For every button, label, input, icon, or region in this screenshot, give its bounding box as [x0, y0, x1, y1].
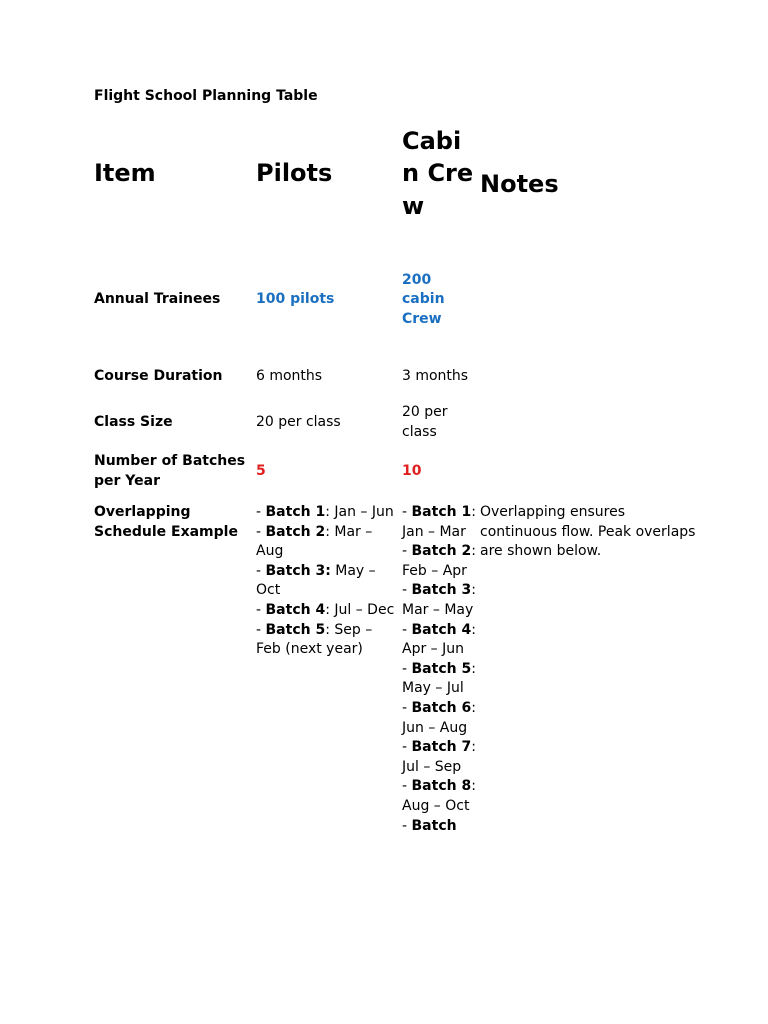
cabin-class-size: 20 per class [402, 404, 448, 440]
schedule-item-prefix: - [402, 660, 412, 677]
table-row-annual-trainees [92, 233, 702, 355]
schedule-item-batch: Batch 7 [411, 739, 472, 756]
schedule-item-prefix: - [256, 562, 266, 579]
notes-annual-trainees [478, 233, 702, 355]
table-row-class-size [92, 399, 702, 447]
schedule-item-batch: Batch [411, 817, 457, 834]
schedule-item-batch: Batch 3: [265, 562, 331, 579]
schedule-item-range: : Jan – Mar [402, 504, 476, 540]
schedule-item-batch: Batch 1 [411, 504, 472, 520]
schedule-item-range: : Jul – Sep [402, 739, 476, 775]
schedule-item [256, 503, 398, 523]
table-row-course-duration [92, 355, 702, 399]
schedule-item-batch: Batch 8 [411, 778, 472, 795]
pilots-class-size: 20 per class [256, 414, 341, 431]
schedule-item-prefix: - [402, 543, 412, 560]
schedule-item-prefix: - [402, 817, 412, 834]
schedule-item [402, 777, 476, 816]
schedule-item-range: : Feb – Apr [402, 543, 476, 579]
cabin-annual-trainees: 200 cabin Crew [402, 271, 445, 327]
schedule-item-prefix: - [402, 621, 412, 638]
schedule-item-prefix: - [402, 739, 412, 756]
schedule-item-prefix: - [256, 504, 266, 520]
schedule-item [256, 601, 398, 621]
schedule-item-prefix: - [402, 504, 412, 520]
schedule-item-prefix: - [256, 601, 266, 618]
table-row-overlapping-schedule [92, 497, 702, 836]
schedule-item-batch: Batch 5 [265, 621, 326, 638]
schedule-item-batch: Batch 4 [411, 621, 472, 638]
schedule-item-batch: Batch 2 [265, 523, 326, 540]
schedule-item-range: : Mar – May [402, 582, 476, 618]
schedule-item-batch: Batch 2 [411, 543, 472, 560]
header-notes: Notes [480, 170, 559, 199]
notes-course-duration [478, 355, 702, 399]
schedule-item-range: : Mar – Aug [256, 523, 373, 560]
schedule-item [402, 660, 476, 699]
row-label-batches-per-year: Number of Batches per Year [94, 453, 246, 489]
table-row-batches-per-year [92, 447, 702, 497]
notes-overlapping-schedule: Overlapping ensures continuous flow. Peak overlaps are shown below. [480, 504, 696, 560]
schedule-item-batch: Batch 1 [265, 504, 326, 520]
schedule-item-prefix: - [402, 778, 412, 795]
cabin-course-duration: 3 months [402, 368, 469, 385]
schedule-item [256, 523, 398, 562]
row-label-overlapping-schedule: Overlapping Schedule Example [94, 504, 238, 540]
schedule-item-range: : May – Jul [402, 660, 476, 697]
table-header-row [92, 114, 702, 233]
schedule-item-prefix: - [402, 582, 412, 599]
schedule-item-prefix: - [256, 621, 266, 638]
notes-class-size [478, 399, 702, 447]
schedule-item [402, 542, 476, 581]
schedule-item-batch: Batch 6 [411, 699, 472, 716]
schedule-item-range: : Aug – Oct [402, 778, 476, 814]
schedule-item [402, 699, 476, 738]
schedule-item-range: : Apr – Jun [402, 621, 476, 658]
pilots-course-duration: 6 months [256, 368, 323, 385]
row-label-course-duration: Course Duration [94, 368, 223, 385]
notes-batches-per-year [478, 447, 702, 497]
schedule-item-batch: Batch 4 [265, 601, 326, 618]
pilots-annual-trainees: 100 pilots [256, 291, 335, 308]
schedule-item [402, 738, 476, 777]
header-item: Item [94, 159, 156, 188]
planning-table [92, 114, 702, 836]
header-cabin-crew: Cabin Crew [402, 126, 474, 220]
schedule-item-prefix: - [402, 699, 412, 716]
schedule-item-range: : Jun – Aug [402, 699, 476, 736]
pilots-schedule-list [254, 497, 400, 836]
schedule-item [256, 621, 398, 660]
schedule-item-prefix: - [256, 523, 266, 540]
schedule-item [402, 503, 476, 542]
schedule-item [402, 621, 476, 660]
schedule-item [402, 817, 476, 837]
pilots-batches-per-year: 5 [256, 463, 266, 480]
row-label-annual-trainees: Annual Trainees [94, 291, 221, 308]
schedule-item-batch: Batch 5 [411, 660, 472, 677]
header-pilots: Pilots [256, 159, 333, 188]
document-title: Flight School Planning Table [94, 88, 318, 104]
schedule-item-range: : Jan – Jun [325, 504, 394, 520]
cabin-schedule-list [400, 497, 478, 836]
cabin-batches-per-year: 10 [402, 463, 422, 480]
schedule-item-range: May – Oct [256, 562, 376, 599]
schedule-item [402, 581, 476, 620]
row-label-class-size: Class Size [94, 414, 173, 431]
schedule-item-range: : Jul – Dec [325, 601, 395, 618]
schedule-item [256, 562, 398, 601]
schedule-item-range: : Sep – Feb (next year) [256, 621, 373, 658]
schedule-item-batch: Batch 3 [411, 582, 472, 599]
